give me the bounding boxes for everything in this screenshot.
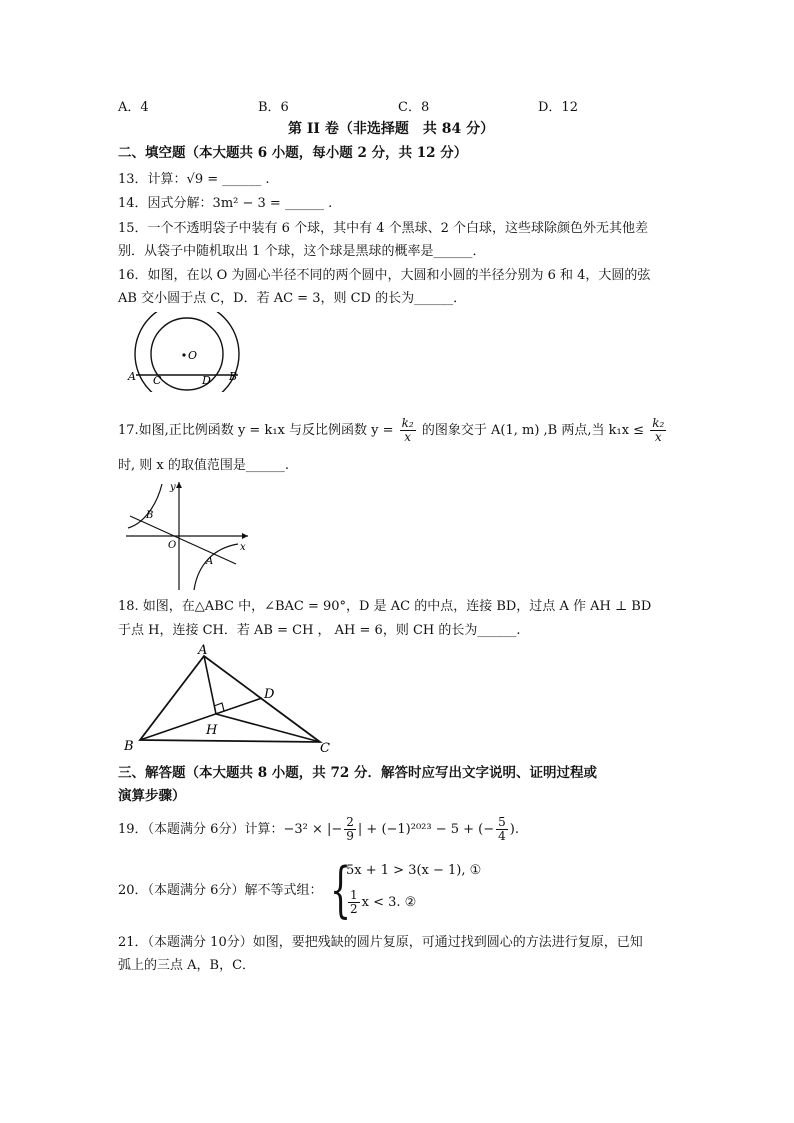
- option-a: A．4: [118, 100, 149, 115]
- question-14: [118, 195, 332, 213]
- q18-line-1: 18. 如图，在△ABC 中，∠BAC = 90°，D 是 AC 的中点，连接 BD，过点 A 作 AH ⊥ BD: [118, 599, 652, 614]
- label-o: O: [188, 349, 198, 362]
- q16-line-1: 16．如图，在以 O 为圆心半径不同的两个圆中，大圆和小圆的半径分别为 6 和 4，大圆的弦: [118, 268, 651, 283]
- x-axis-arrow: [242, 533, 248, 539]
- label-y: y: [170, 482, 176, 493]
- q17-line-2: 时, 则 x 的取值范围是______.: [118, 458, 289, 473]
- q13-prefix: 13．计算：: [118, 172, 187, 187]
- proportional-line: [130, 516, 236, 564]
- q19-expr-c: ).: [509, 822, 520, 837]
- hyperbola-branch-left: [128, 484, 162, 528]
- label-c: C: [320, 741, 330, 754]
- option-d: D．12: [538, 100, 578, 115]
- q19-fraction-1: [344, 816, 356, 843]
- q19-frac2-numerator: 5: [498, 815, 506, 829]
- section2-heading: 二、填空题（本大题共 6 小题，每小题 2 分，共 12 分）: [118, 145, 468, 161]
- q19-frac2-denominator: 4: [498, 829, 506, 843]
- q17-line-1: [118, 416, 668, 446]
- y-axis-arrow: [176, 482, 182, 488]
- q20-prefix: 20．（本题满分 6分）解不等式组：: [118, 883, 323, 898]
- q19-fraction-2: [496, 816, 508, 843]
- q19-expr-b: | + (−1)²⁰²³ − 5 + (−: [357, 822, 495, 837]
- q20-frac-denominator: 2: [350, 902, 358, 916]
- triangle-abc: [140, 656, 320, 742]
- label-a: A: [198, 643, 208, 658]
- q20-fraction: [348, 889, 360, 916]
- q21-line-2: 弧上的三点 A，B，C．: [118, 958, 256, 973]
- label-a: A: [206, 556, 214, 567]
- q20-brace: {: [330, 855, 352, 925]
- q17-part-1: 17.如图,正比例函数 y = k₁x 与反比例函数 y =: [118, 423, 394, 438]
- label-origin: O: [168, 540, 177, 551]
- segment-ch: [216, 714, 320, 742]
- q18-triangle-figure: [120, 642, 340, 754]
- section3-heading-line-1: 三、解答题（本大题共 8 小题，共 72 分．解答时应写出文字说明、证明过程或: [118, 765, 597, 781]
- q17-frac2-denominator: x: [654, 430, 662, 444]
- q16-line-2: AB 交小圆于点 C，D．若 AC = 3，则 CD 的长为______．: [118, 291, 467, 306]
- label-b: B: [124, 739, 134, 754]
- q20-inequality-1: 5x + 1 > 3(x − 1), ①: [346, 863, 482, 878]
- label-b: B: [146, 510, 154, 521]
- q17-fraction-2: [650, 417, 666, 444]
- q17-frac1-numerator: k₂: [401, 416, 414, 430]
- section3-heading-line-2: 演算步骤）: [118, 788, 186, 804]
- q15-line-2: 别．从袋子中随机取出 1 个球，这个球是黑球的概率是______．: [118, 244, 486, 259]
- q20-inequality-2: [346, 888, 416, 918]
- hyperbola-branch-right: [194, 544, 238, 590]
- option-b: B．6: [258, 100, 289, 115]
- option-c: C．8: [398, 100, 430, 115]
- q20-inequality-2-rest: x < 3. ②: [361, 895, 417, 910]
- q19-prefix: 19．（本题满分 6分）计算：: [118, 822, 284, 837]
- q17-part-2: 的图象交于 A(1, m) ,B 两点,当 k₁x ≤: [421, 423, 645, 438]
- q13-expression: √9 = ______ .: [186, 172, 270, 187]
- q21-line-1: 21．（本题满分 10分）如图，要把残缺的圆片复原，可通过找到圆心的方法进行复原，已知: [118, 935, 643, 950]
- label-c: C: [153, 374, 162, 387]
- q15-line-1: 15．一个不透明袋子中装有 6 个球，其中有 4 个黑球、2 个白球，这些球除颜色外无其他差: [118, 221, 649, 236]
- q18-line-2: 于点 H，连接 CH．若 AB = CH ， AH = 6，则 CH 的长为______.: [118, 623, 521, 638]
- q17-frac1-denominator: x: [404, 430, 412, 444]
- q17-frac2-numerator: k₂: [652, 416, 665, 430]
- q20-frac-numerator: 1: [350, 888, 358, 902]
- segment-bd: [140, 698, 262, 740]
- label-h: H: [206, 723, 218, 738]
- question-19: [118, 814, 519, 846]
- label-d: D: [264, 687, 275, 702]
- q16-circles-figure: [120, 312, 250, 392]
- label-a: A: [128, 370, 136, 383]
- small-circle: [151, 318, 223, 390]
- q14-expression: 3m² − 3 = ______ .: [212, 196, 333, 211]
- label-d: D: [202, 374, 211, 387]
- label-b: B: [229, 370, 238, 383]
- question-13: [118, 171, 270, 189]
- label-x: x: [240, 542, 246, 553]
- volume-title: 第 II 卷（非选择题 共 84 分）: [288, 121, 495, 137]
- center-point: [182, 353, 185, 356]
- q14-prefix: 14．因式分解：: [118, 196, 213, 211]
- q19-expr-a: −3² × |−: [283, 822, 343, 837]
- q17-graph-figure: [122, 478, 254, 594]
- q19-frac1-numerator: 2: [346, 815, 354, 829]
- q19-frac1-denominator: 9: [346, 829, 354, 843]
- q17-fraction-1: [400, 417, 416, 444]
